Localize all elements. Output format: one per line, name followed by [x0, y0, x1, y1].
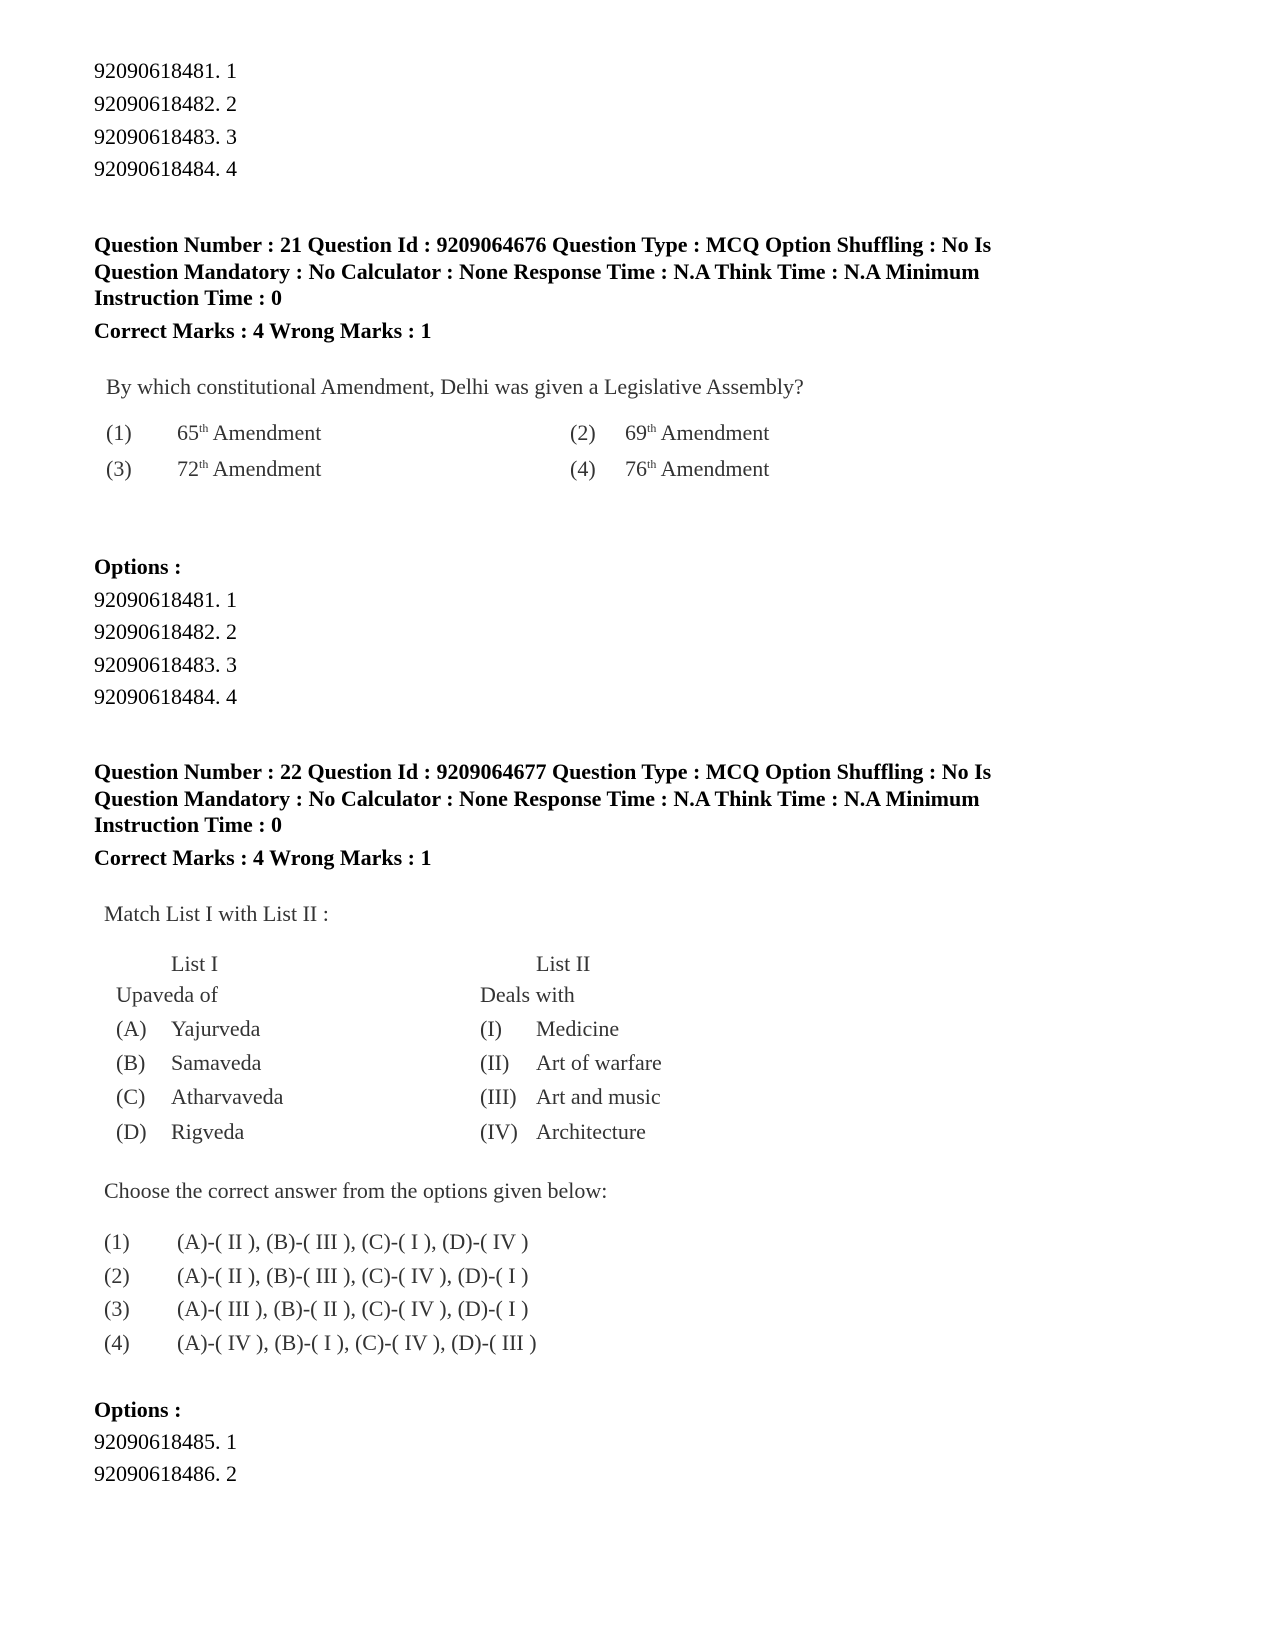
question-text: By which constitutional Amendment, Delhi was given a Legislative Assembly? [106, 374, 804, 399]
ordinal: 65 [177, 420, 199, 445]
row-text: Art and music [536, 1084, 661, 1109]
question-header: Question Number : 21 Question Id : 9209064676 Question Type : MCQ Option Shuffling : No Is [94, 232, 992, 257]
question-header: Question Mandatory : No Calculator : None Response Time : N.A Think Time : N.A Minimum [94, 786, 980, 811]
option-line: 92090618483. 3 [94, 652, 237, 677]
option-line: 92090618482. 2 [94, 91, 237, 116]
choice-text [177, 456, 321, 482]
list2-subtitle: Deals with [480, 982, 575, 1007]
list2-title: List II [536, 951, 591, 976]
choice-number: (3) [104, 1296, 130, 1321]
ordinal-suffix: th [199, 421, 209, 435]
row-text: Medicine [536, 1016, 620, 1041]
choice-label: Amendment [212, 420, 322, 445]
option-line: 92090618481. 1 [94, 58, 237, 83]
marks: Correct Marks : 4 Wrong Marks : 1 [94, 845, 432, 870]
choice-label: Amendment [212, 456, 322, 481]
row-text: Art of warfare [536, 1050, 662, 1075]
row-label: (B) [116, 1050, 146, 1075]
choice-text: (A)-( III ), (B)-( II ), (C)-( IV ), (D)-( I ) [177, 1296, 529, 1321]
row-label: (C) [116, 1084, 146, 1109]
choice-number: (4) [104, 1330, 130, 1355]
row-label: (D) [116, 1119, 147, 1144]
option-line: 92090618482. 2 [94, 619, 237, 644]
ordinal-suffix: th [647, 457, 657, 471]
choice-text [625, 456, 769, 482]
row-text: Architecture [536, 1119, 646, 1144]
list1-title: List I [171, 951, 219, 976]
option-line: 92090618486. 2 [94, 1461, 237, 1486]
choice-number: (1) [104, 1229, 130, 1254]
option-line: 92090618484. 4 [94, 684, 237, 709]
choice-number: (3) [106, 456, 132, 481]
ordinal-suffix: th [647, 421, 657, 435]
option-line: 92090618481. 1 [94, 587, 237, 612]
question-header: Instruction Time : 0 [94, 285, 283, 310]
row-text: Samaveda [171, 1050, 262, 1075]
ordinal: 72 [177, 456, 199, 481]
option-line: 92090618484. 4 [94, 156, 237, 181]
row-label: (I) [480, 1016, 502, 1041]
choice-number: (2) [570, 420, 596, 445]
ordinal-suffix: th [199, 457, 209, 471]
options-label: Options : [94, 554, 182, 579]
question-header: Question Number : 22 Question Id : 9209064677 Question Type : MCQ Option Shuffling : No Is [94, 759, 992, 784]
choose-instruction: Choose the correct answer from the options given below: [104, 1178, 608, 1203]
row-text: Yajurveda [171, 1016, 261, 1041]
choice-text [177, 420, 321, 446]
row-text: Atharvaveda [171, 1084, 284, 1109]
options-label: Options : [94, 1397, 182, 1422]
choice-label: Amendment [660, 420, 770, 445]
list1-subtitle: Upaveda of [116, 982, 219, 1007]
choice-text: (A)-( II ), (B)-( III ), (C)-( I ), (D)-( IV ) [177, 1229, 529, 1254]
question-text: Match List I with List II : [104, 901, 329, 926]
ordinal: 76 [625, 456, 647, 481]
row-label: (IV) [480, 1119, 518, 1144]
ordinal: 69 [625, 420, 647, 445]
choice-text: (A)-( II ), (B)-( III ), (C)-( IV ), (D)-( I ) [177, 1263, 529, 1288]
row-label: (III) [480, 1084, 517, 1109]
row-label: (II) [480, 1050, 510, 1075]
marks: Correct Marks : 4 Wrong Marks : 1 [94, 318, 432, 343]
choice-text: (A)-( IV ), (B)-( I ), (C)-( IV ), (D)-( III ) [177, 1330, 537, 1355]
question-header: Instruction Time : 0 [94, 812, 283, 837]
choice-number: (4) [570, 456, 596, 481]
row-text: Rigveda [171, 1119, 245, 1144]
choice-text [625, 420, 769, 446]
question-header: Question Mandatory : No Calculator : None Response Time : N.A Think Time : N.A Minimum [94, 259, 980, 284]
choice-label: Amendment [660, 456, 770, 481]
choice-number: (1) [106, 420, 132, 445]
option-line: 92090618485. 1 [94, 1429, 237, 1454]
row-label: (A) [116, 1016, 147, 1041]
choice-number: (2) [104, 1263, 130, 1288]
option-line: 92090618483. 3 [94, 124, 237, 149]
